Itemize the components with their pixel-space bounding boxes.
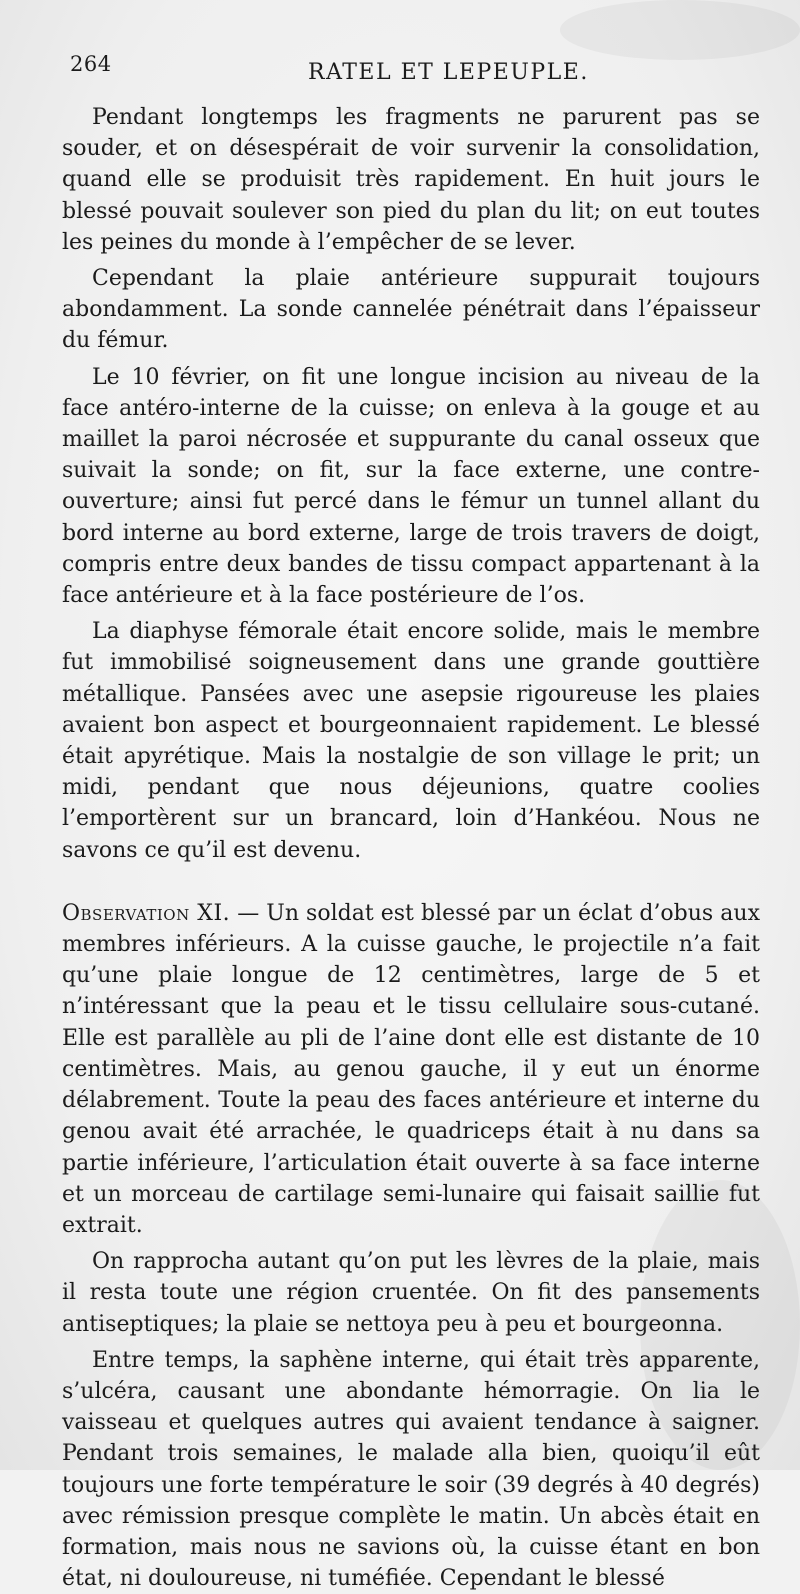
observation-paragraph [62, 898, 760, 1241]
page-stain [560, 0, 800, 60]
body-text [62, 102, 760, 1594]
observation-text: Un soldat est blessé par un éclat d’obus aux membres inférieurs. A la cuisse gauche, le projectile n’a fait qu’une plaie longue de 12 centimètres, large de 5 et n’intéressant que la peau et le tissu cellulaire sous-cutané. Elle est parallèle au pli de l’aine dont elle est distante de 10 centimètres. Mais, au genou gauche, il y eut un énorme délabrement. Toute la peau des faces antérieure et interne du genou avait été arrachée, le quadriceps était à nu dans sa partie inférieure, l’articulation était ouverte à sa face interne et un morceau de cartilage semi-lunaire qui faisait saillie fut extrait. [62, 900, 760, 1238]
paragraph: Entre temps, la saphène interne, qui était très apparente, s’ulcéra, causant une abondante hémorragie. On lia le vaisseau et quelques autres qui avaient tendance à saigner. Pendant trois semaines, le malade alla bien, quoiqu’il eût toujours une forte température le soir (39 degrés à 40 degrés) avec rémission presque complète le matin. Un abcès était en formation, mais nous ne savions où, la cuisse étant en bon état, ni douloureuse, ni tuméfiée. Cependant le blessé [62, 1347, 760, 1592]
page-header [68, 52, 758, 92]
paragraph: Pendant longtemps les fragments ne parurent pas se souder, et on désespérait de voir survenir la consolidation, quand elle se produisit très rapidement. En huit jours le blessé pouvait soulever son pied du plan du lit; on eut toutes les peines du monde à l’empêcher de se lever. [62, 105, 760, 255]
paragraph: Cependant la plaie antérieure suppurait toujours abondamment. La sonde cannelée pénétrait dans l’épaisseur du fémur. [62, 266, 760, 354]
observation-dash: — [230, 900, 267, 926]
paragraph: La diaphyse fémorale était encore solide, mais le membre fut immobilisé soigneusement dans une grande gouttière métallique. Pansées avec une asepsie rigoureuse les plaies avaient bon aspect et bourgeonnaient rapidement. Le blessé était apyrétique. Mais la nostalgie de son village le prit; un midi, pendant que nous déjeunions, quatre coolies l’emportèrent sur un brancard, loin d’Hankéou. Nous ne savons ce qu’il est devenu. [62, 619, 760, 863]
observation-label: Observation XI. [62, 900, 231, 926]
page-number: 264 [70, 52, 112, 76]
paragraph: On rapprocha autant qu’on put les lèvres de la plaie, mais il resta toute une région cruentée. On fit des pansements antiseptiques; la plaie se nettoya peu à peu et bourgeonna. [62, 1249, 760, 1337]
paragraph: Le 10 février, on fit une longue incision au niveau de la face antéro-interne de la cuisse; on enleva à la gouge et au maillet la paroi nécrosée et suppurante du canal osseux que suivait la sonde; on fit, sur la face externe, une contre-ouverture; ainsi fut percé dans le fémur un tunnel allant du bord interne au bord externe, large de trois travers de doigt, compris entre deux bandes de tissu compact appartenant à la face antérieure et à la face postérieure de l’os. [62, 364, 760, 609]
running-title: RATEL ET LEPEUPLE. [308, 60, 589, 85]
